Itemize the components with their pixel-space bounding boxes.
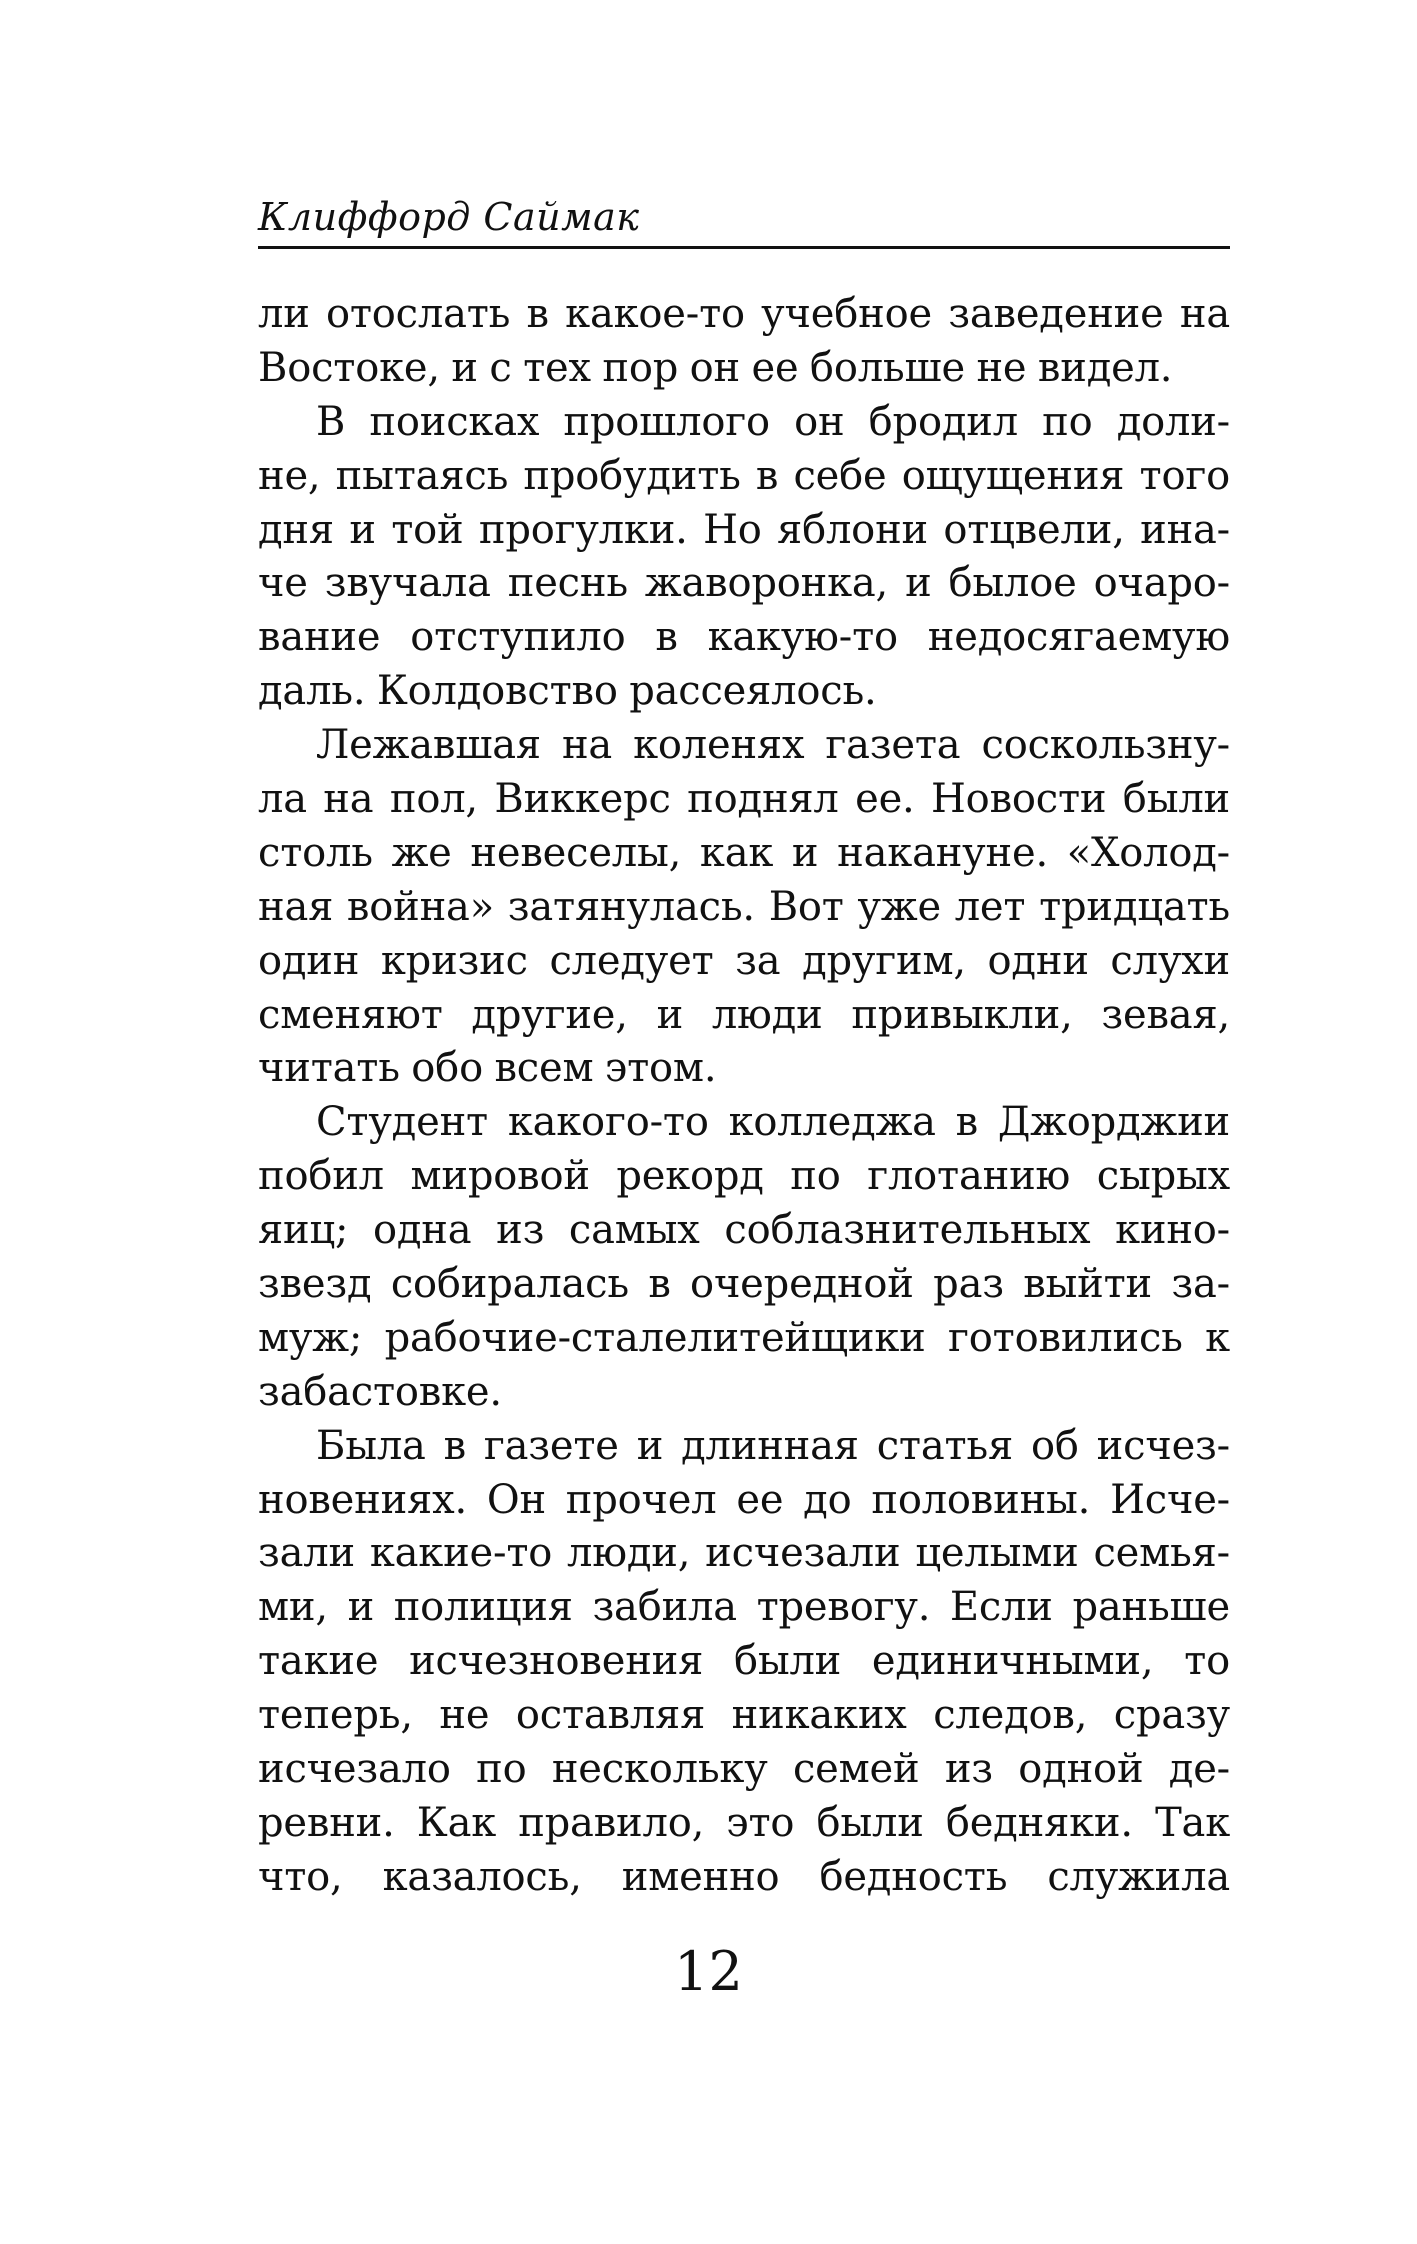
text-line: ная война» затянулась. Вот уже лет тридцать (258, 883, 1230, 930)
text-line: яиц; одна из самых соблазнительных кино- (258, 1207, 1230, 1254)
text-line: сменяют другие, и люди привыкли, зевая, (258, 991, 1230, 1038)
text-line: такие исчезновения были единичными, то (258, 1638, 1230, 1685)
running-head (258, 186, 1230, 249)
text-line: ла на пол, Виккерс поднял ее. Новости были (258, 776, 1230, 823)
paragraph (258, 288, 1230, 396)
text-line: один кризис следует за другим, одни слухи (258, 937, 1230, 984)
text-line: что, казалось, именно бедность служила (258, 1853, 1230, 1900)
text-line: даль. Колдовство рассеялось. (258, 668, 877, 715)
paragraph (258, 719, 1230, 1096)
text-line: побил мировой рекорд по глотанию сырых (258, 1153, 1230, 1200)
text-line: читать обо всем этом. (258, 1045, 717, 1092)
running-title: Клиффорд Саймак (258, 195, 640, 239)
body-text (258, 288, 1230, 1905)
text-line: дня и той прогулки. Но яблони отцвели, ина- (258, 506, 1230, 553)
text-line: Студент какого-то колледжа в Джорджии (316, 1099, 1230, 1146)
text-line: новениях. Он прочел ее до половины. Исче- (258, 1476, 1230, 1523)
paragraph (258, 396, 1230, 719)
text-line: исчезало по нескольку семей из одной де- (258, 1746, 1230, 1793)
text-line: забастовке. (258, 1368, 502, 1415)
text-line: зали какие-то люди, исчезали целыми семья- (258, 1530, 1230, 1577)
text-line: Лежавшая на коленях газета соскользну- (316, 722, 1230, 769)
text-line: теперь, не оставляя никаких следов, сразу (258, 1692, 1230, 1739)
text-line: муж; рабочие-сталелитейщики готовились к (258, 1314, 1230, 1361)
text-line: ревни. Как правило, это были бедняки. Так (258, 1799, 1230, 1846)
text-line: В поисках прошлого он бродил по доли- (316, 398, 1230, 445)
text-line: не, пытаясь пробудить в себе ощущения того (258, 452, 1230, 499)
paragraph (258, 1096, 1230, 1419)
text-line: ми, и полиция забила тревогу. Если раньше (258, 1584, 1230, 1631)
text-line: звезд собиралась в очередной раз выйти за- (258, 1261, 1230, 1308)
text-line: столь же невеселы, как и накануне. «Холод- (258, 829, 1230, 876)
paragraph (258, 1420, 1230, 1905)
text-line: че звучала песнь жаворонка, и былое очаро- (258, 560, 1230, 607)
text-line: ли отослать в какое-то учебное заведение на (258, 291, 1230, 337)
text-line: Востоке, и с тех пор он ее больше не видел. (258, 344, 1173, 391)
text-line: Была в газете и длинная статья об исчез- (316, 1422, 1230, 1469)
page-number: 12 (674, 1940, 743, 2003)
text-line: вание отступило в какую-то недосягаемую (258, 614, 1230, 661)
